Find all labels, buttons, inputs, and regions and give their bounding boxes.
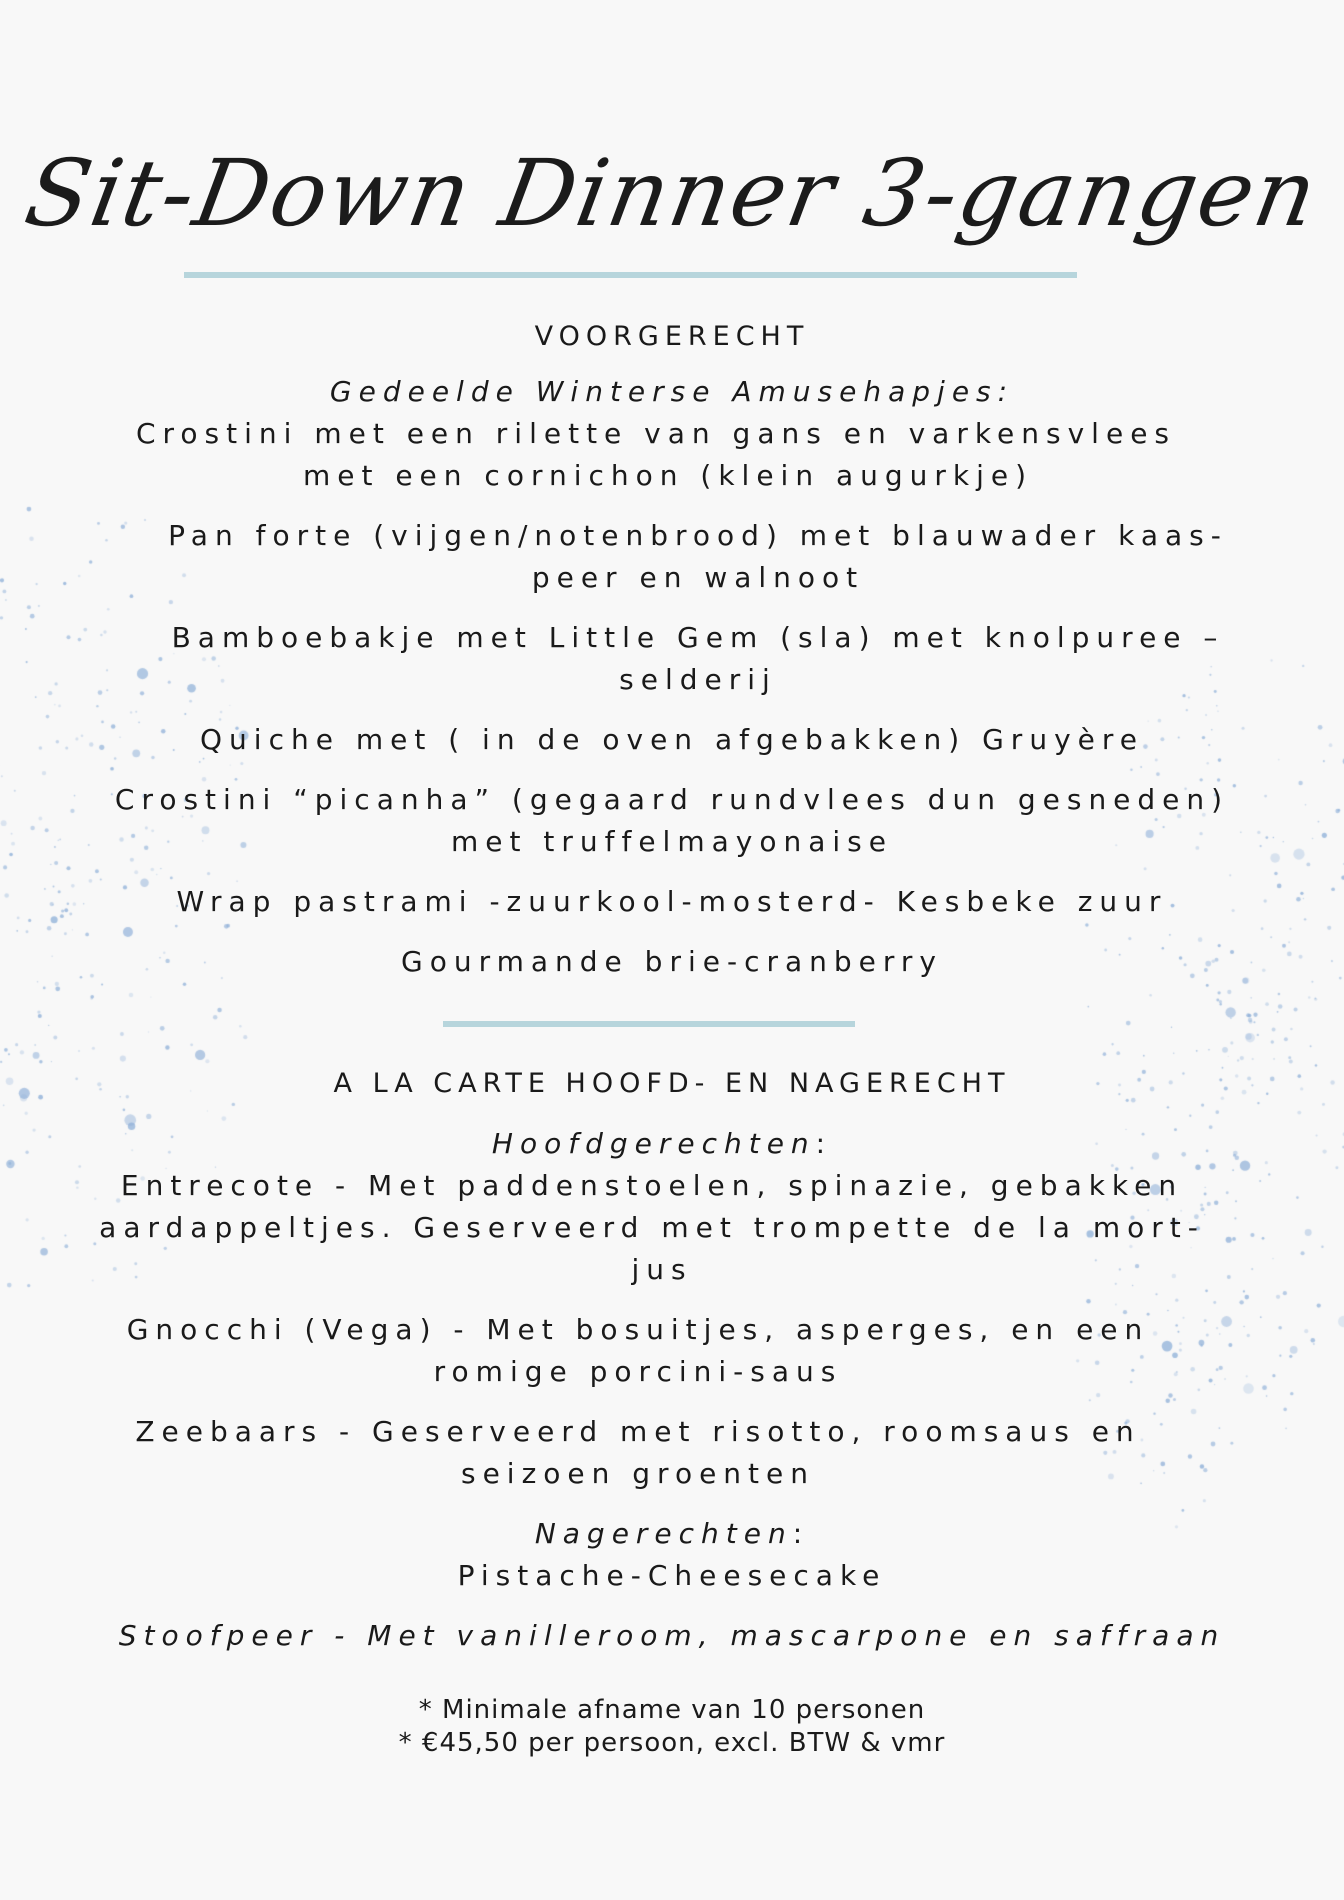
voorgerecht-subheading: Gedeelde Winterse Amusehapjes:	[329, 375, 1015, 408]
mains-label-line	[0, 1123, 1334, 1165]
menu-item: peer en walnoot	[531, 561, 865, 594]
menu-item: Gourmande brie-cranberry	[401, 945, 943, 978]
title-underline	[184, 272, 1077, 278]
menu-item: Stoofpeer - Met vanilleroom, mascarpone en saffraan	[118, 1619, 1226, 1652]
menu-item: Pan forte (vijgen/notenbrood) met blauwader kaas-	[168, 519, 1228, 552]
section-divider	[443, 1021, 855, 1027]
desserts-label: Nagerechten	[534, 1517, 793, 1550]
menu-item: met een cornichon (klein augurkje)	[302, 459, 1034, 492]
menu-item: Entrecote - Met paddenstoelen, spinazie, gebakken	[120, 1169, 1184, 1202]
footer-note-minimum: * Minimale afname van 10 personen	[418, 1695, 926, 1725]
menu-item: Crostini met een rilette van gans en varkensvlees	[135, 417, 1177, 450]
menu-item: Gnocchi (Vega) - Met bosuitjes, asperges, en een	[126, 1313, 1150, 1346]
mains-colon: :	[815, 1127, 833, 1160]
menu-item: met truffelmayonaise	[451, 825, 893, 858]
mains-label: Hoofdgerechten	[491, 1127, 816, 1160]
desserts-label-line	[0, 1513, 1344, 1555]
section-heading-voorgerecht: VOORGERECHT	[534, 321, 810, 352]
menu-item: Wrap pastrami -zuurkool-mosterd- Kesbeke zuur	[176, 885, 1168, 918]
page-title: Sit-Down Dinner 3-gangen	[17, 140, 1327, 247]
menu-item: selderij	[619, 663, 777, 696]
menu-item: Zeebaars - Geserveerd met risotto, roomsaus en	[135, 1415, 1141, 1448]
section-heading-hoofdgerecht: A LA CARTE HOOFD- EN NAGERECHT	[333, 1068, 1011, 1099]
footer-note-price: * €45,50 per persoon, excl. BTW & vmr	[398, 1728, 946, 1758]
menu-item: Bamboebakje met Little Gem (sla) met knolpuree –	[171, 621, 1225, 654]
menu-item: Crostini “picanha” (gegaard rundvlees dun gesneden)	[114, 783, 1230, 816]
menu-item: jus	[631, 1253, 693, 1286]
menu-item: romige porcini-saus	[433, 1355, 843, 1388]
menu-item: Quiche met ( in de oven afgebakken) Gruyère	[200, 723, 1144, 756]
menu-item: seizoen groenten	[460, 1457, 816, 1490]
menu-item: Pistache-Cheesecake	[457, 1559, 887, 1592]
desserts-colon: :	[792, 1517, 810, 1550]
menu-item: aardappeltjes. Geserveerd met trompette de la mort-	[99, 1211, 1205, 1244]
